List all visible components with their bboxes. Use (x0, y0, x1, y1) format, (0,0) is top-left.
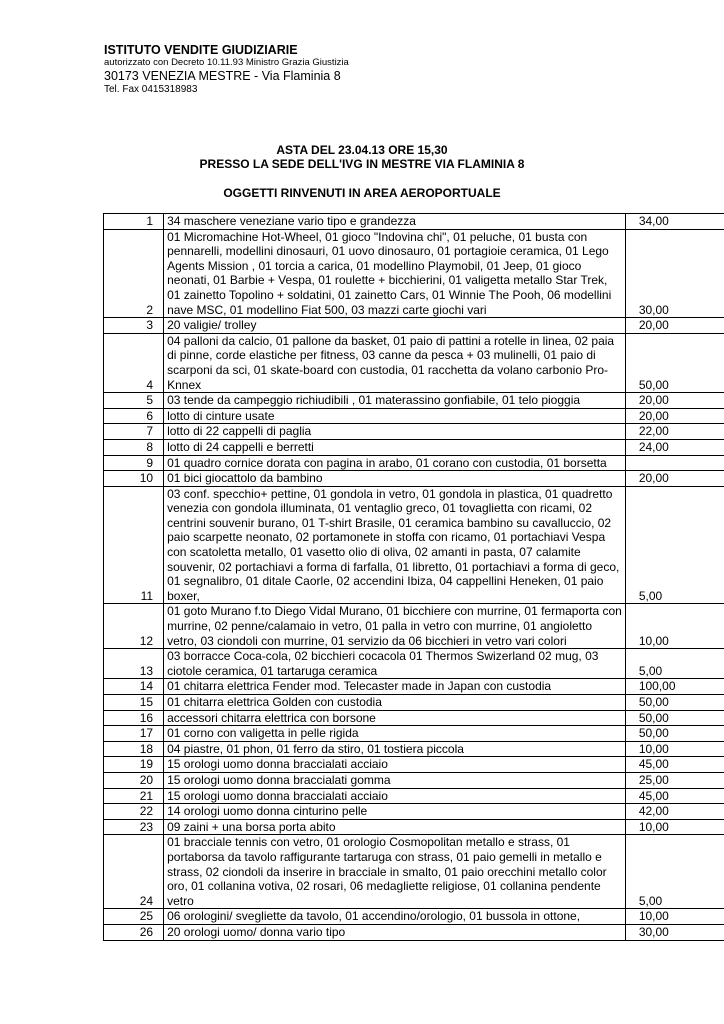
lot-number: 1 (104, 214, 164, 230)
lot-number: 15 (104, 695, 164, 711)
lot-price: 20,00 (625, 318, 724, 334)
lot-number: 16 (104, 710, 164, 726)
institute-name: ISTITUTO VENDITE GIUDIZIARIE (104, 43, 298, 57)
lot-row (104, 486, 724, 604)
lot-description: 09 zaini + una borsa porta abito (164, 819, 626, 835)
lot-price: 5,00 (625, 486, 724, 604)
lot-price: 20,00 (625, 471, 724, 487)
lot-description: lotto di 22 cappelli di paglia (164, 424, 626, 440)
lot-price: 50,00 (625, 726, 724, 742)
lot-price: 34,00 (625, 214, 724, 230)
lot-description: 14 orologi uomo donna cinturino pelle (164, 804, 626, 820)
authorization-note: autorizzato con Decreto 10.11.93 Ministro Grazia Giustizia (104, 57, 349, 68)
lot-description: 06 orologini/ svegliette da tavolo, 01 accendino/orologio, 01 bussola in ottone, (164, 909, 626, 925)
lot-row (104, 835, 724, 909)
lot-number: 4 (104, 333, 164, 392)
lot-number: 11 (104, 486, 164, 604)
lot-price: 20,00 (625, 408, 724, 424)
lot-description: 01 bracciale tennis con vetro, 01 orologio Cosmopolitan metallo e strass, 01 portaborsa da tavolo raffigurante tartaruga con strass, 01 paio gemelli in metallo e strass, 02 ciondoli da inserire in bracciale in smalto, 01 paio orecchini metallo color oro, 01 collanina votiva, 02 rosari, 06 medagliette religiose, 01 collanina pendente vetro (164, 835, 626, 909)
institute-phone: Tel. Fax 0415318983 (104, 84, 198, 95)
lot-price: 42,00 (625, 804, 724, 820)
lot-description: 15 orologi uomo donna braccialati gomma (164, 772, 626, 788)
lot-price: 50,00 (625, 695, 724, 711)
institute-header (104, 43, 349, 96)
lot-row (104, 408, 724, 424)
auction-date-title: ASTA DEL 23.04.13 ORE 15,30 (276, 143, 448, 157)
lot-row (104, 679, 724, 695)
lot-description: 01 goto Murano f.to Diego Vidal Murano, 01 bicchiere con murrine, 01 fermaporta con murrine, 02 penne/calamaio in vetro, 01 palla in vetro con murrine, 01 angioletto vetro, 03 ciondoli con murrine, 01 servizio da 06 bicchieri in vetro vari colori (164, 604, 626, 649)
lot-price: 50,00 (625, 333, 724, 392)
lot-row (104, 424, 724, 440)
lot-number: 18 (104, 741, 164, 757)
lot-row (104, 318, 724, 334)
lot-price (625, 455, 724, 471)
lot-row (104, 695, 724, 711)
lot-row (104, 772, 724, 788)
lot-price: 30,00 (625, 924, 724, 940)
lot-description: 01 bici giocattolo da bambino (164, 471, 626, 487)
lot-number: 10 (104, 471, 164, 487)
lot-price: 50,00 (625, 710, 724, 726)
lot-row (104, 439, 724, 455)
lot-row (104, 741, 724, 757)
lot-number: 24 (104, 835, 164, 909)
lot-number: 25 (104, 909, 164, 925)
lot-price: 10,00 (625, 741, 724, 757)
lot-description: 15 orologi uomo donna braccialati acciaio (164, 757, 626, 773)
lot-row (104, 710, 724, 726)
lot-row (104, 333, 724, 392)
lot-row (104, 788, 724, 804)
lot-description: 03 conf. specchio+ pettine, 01 gondola in vetro, 01 gondola in plastica, 01 quadretto venezia con gondola illuminata, 01 ventaglio greco, 01 tovaglietta con ricami, 02 centrini souvenir burano, 01 T-shirt Brasile, 01 ceramica bambino su cavalluccio, 02 paio scarpette neonato, 02 portamonete in stoffa con ricamo, 01 portachiavi Vespa con scatoletta metallo, 01 vasetto olio di oliva, 02 amanti in pasta, 07 calamite souvenir, 02 portachiavi a forma di farfalla, 01 libretto, 01 portachiavi a forma di geco, 01 segnalibro, 01 ditale Caorle, 02 accendini Ibiza, 04 cappellini Heneken, 01 paio boxer, (164, 486, 626, 604)
lot-description: lotto di cinture usate (164, 408, 626, 424)
lot-description: 15 orologi uomo donna braccialati acciaio (164, 788, 626, 804)
lot-number: 8 (104, 439, 164, 455)
lot-row (104, 393, 724, 409)
lot-price: 45,00 (625, 757, 724, 773)
lot-row (104, 214, 724, 230)
lot-row (104, 229, 724, 318)
lot-number: 22 (104, 804, 164, 820)
lot-row (104, 819, 724, 835)
lot-price: 45,00 (625, 788, 724, 804)
lot-description: 04 palloni da calcio, 01 pallone da basket, 01 paio di pattini a rotelle in linea, 02 paia di pinne, corde elastiche per fitness, 03 canne da pesca + 03 mulinelli, 01 paio di scarponi da sci, 01 skate-board con custodia, 01 racchetta da volano carbonio Pro-Knnex (164, 333, 626, 392)
lot-description: 01 corno con valigetta in pelle rigida (164, 726, 626, 742)
lot-price: 10,00 (625, 604, 724, 649)
lot-number: 26 (104, 924, 164, 940)
lot-number: 19 (104, 757, 164, 773)
lot-description: 04 piastre, 01 phon, 01 ferro da stiro, 01 tostiera piccola (164, 741, 626, 757)
lot-price: 100,00 (625, 679, 724, 695)
lot-description: 20 orologi uomo/ donna vario tipo (164, 924, 626, 940)
lot-description: accessori chitarra elettrica con borsone (164, 710, 626, 726)
lot-description: 01 chitarra elettrica Golden con custodia (164, 695, 626, 711)
auction-location-title: PRESSO LA SEDE DELL'IVG IN MESTRE VIA FLAMINIA 8 (199, 157, 525, 171)
lot-number: 14 (104, 679, 164, 695)
lot-price: 24,00 (625, 439, 724, 455)
lot-row (104, 909, 724, 925)
lot-price: 10,00 (625, 909, 724, 925)
auction-category-title: OGGETTI RINVENUTI IN AREA AEROPORTUALE (223, 186, 501, 200)
lot-price: 20,00 (625, 393, 724, 409)
lot-number: 20 (104, 772, 164, 788)
lot-number: 7 (104, 424, 164, 440)
lot-price: 5,00 (625, 649, 724, 679)
lot-description: 01 quadro cornice dorata con pagina in arabo, 01 corano con custodia, 01 borsetta (164, 455, 626, 471)
lot-row (104, 804, 724, 820)
lot-price: 30,00 (625, 229, 724, 318)
lot-number: 17 (104, 726, 164, 742)
lot-description: 01 Micromachine Hot-Wheel, 01 gioco "Indovina chi", 01 peluche, 01 busta con pennarelli, modellini dinosauri, 01 uovo dinosauro, 01 portagioie ceramica, 01 Lego Agents Mission , 01 torcia a carica, 01 modellino Playmobil, 01 Jeep, 01 gioco neonati, 01 Barbie + Vespa, 01 roulette + bicchierini, 01 valigetta metallo Star Trek, 01 zainetto Topolino + soldatini, 01 zainetto Cars, 01 Winnie The Pooh, 06 modellini nave MSC, 01 modellino Fiat 500, 03 mazzi carte giochi vari (164, 229, 626, 318)
lot-row (104, 471, 724, 487)
lot-number: 5 (104, 393, 164, 409)
lot-number: 2 (104, 229, 164, 318)
lot-description: 03 tende da campeggio richiudibili , 01 materassino gonfiabile, 01 telo pioggia (164, 393, 626, 409)
lot-price: 5,00 (625, 835, 724, 909)
lot-number: 6 (104, 408, 164, 424)
lot-description: 34 maschere veneziane vario tipo e grandezza (164, 214, 626, 230)
lot-row (104, 604, 724, 649)
lots-table (103, 213, 724, 941)
lot-description: lotto di 24 cappelli e berretti (164, 439, 626, 455)
lot-row (104, 757, 724, 773)
lot-row (104, 726, 724, 742)
lot-number: 13 (104, 649, 164, 679)
lot-row (104, 649, 724, 679)
lot-row (104, 455, 724, 471)
lot-price: 25,00 (625, 772, 724, 788)
lot-description: 20 valigie/ trolley (164, 318, 626, 334)
lot-row (104, 924, 724, 940)
lot-price: 10,00 (625, 819, 724, 835)
lot-number: 21 (104, 788, 164, 804)
lot-number: 3 (104, 318, 164, 334)
institute-address: 30173 VENEZIA MESTRE - Via Flaminia 8 (104, 69, 341, 83)
lot-number: 23 (104, 819, 164, 835)
lot-description: 01 chitarra elettrica Fender mod. Telecaster made in Japan con custodia (164, 679, 626, 695)
lot-number: 12 (104, 604, 164, 649)
lot-description: 03 borracce Coca-cola, 02 bicchieri cocacola 01 Thermos Swizerland 02 mug, 03 ciotole ceramica, 01 tartaruga ceramica (164, 649, 626, 679)
lot-number: 9 (104, 455, 164, 471)
lot-price: 22,00 (625, 424, 724, 440)
